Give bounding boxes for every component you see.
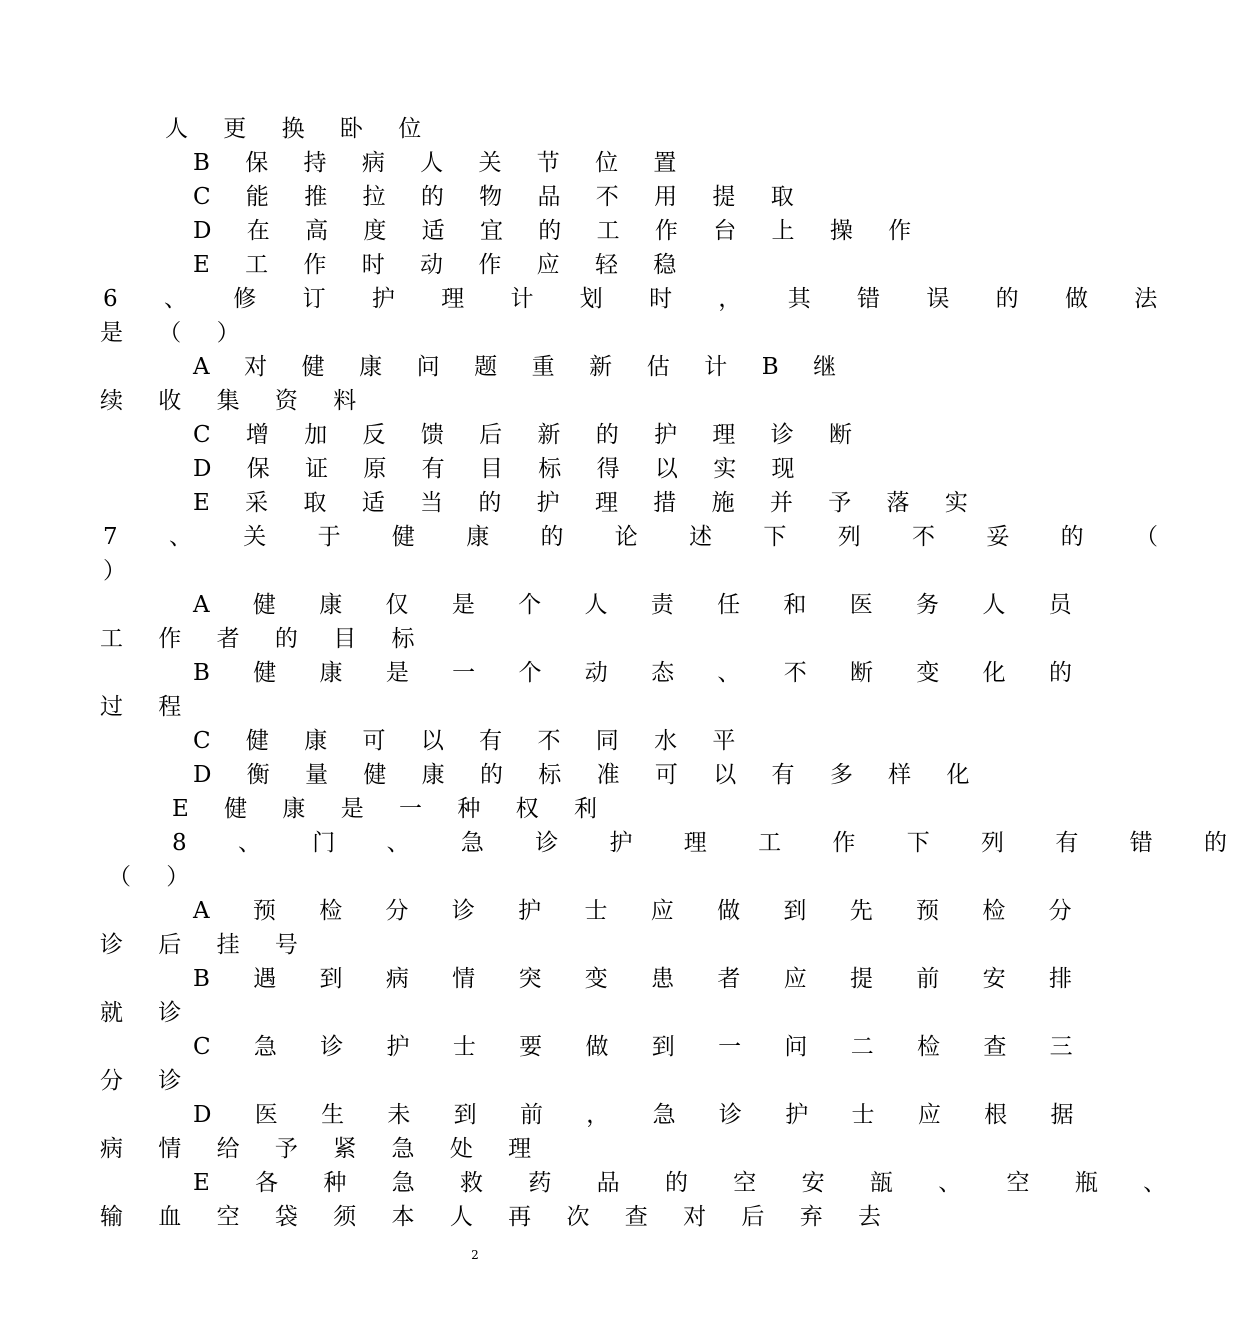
question-line: ） — [103, 558, 140, 584]
option-line: C 急 诊 护 士 要 做 到 一 问 二 检 查 三 — [193, 1034, 1091, 1060]
option-line: D 在 高 度 适 宜 的 工 作 台 上 操 作 — [193, 218, 926, 244]
text-line: 人 更 换 卧 位 — [165, 116, 436, 142]
option-line: 过 程 — [100, 694, 196, 720]
option-line: E 工 作 时 动 作 应 轻 稳 — [193, 252, 691, 278]
option-line: D 医 生 未 到 前 ， 急 诊 护 士 应 根 据 — [193, 1102, 1092, 1128]
question-line: 8 、 门 、 急 诊 护 理 工 作 下 列 有 错 的 — [172, 830, 1249, 856]
question-line: 7 、 关 于 健 康 的 论 述 下 列 不 妥 的 （ — [103, 524, 1180, 550]
option-line: 分 诊 — [100, 1068, 196, 1094]
option-line: 输 血 空 袋 须 本 人 再 次 查 对 后 弃 去 — [100, 1204, 896, 1230]
option-line: D 衡 量 健 康 的 标 准 可 以 有 多 样 化 — [193, 762, 984, 788]
option-line: B 遇 到 病 情 突 变 患 者 应 提 前 安 排 — [193, 966, 1090, 992]
option-line: C 健 康 可 以 有 不 同 水 平 — [193, 728, 750, 754]
option-line: C 增 加 反 馈 后 新 的 护 理 诊 断 — [193, 422, 867, 448]
option-line: D 保 证 原 有 目 标 得 以 实 现 — [193, 456, 809, 482]
question-line: （ ） — [108, 864, 204, 890]
option-line: E 健 康 是 一 种 权 利 — [172, 796, 611, 822]
option-line: E 采 取 适 当 的 护 理 措 施 并 予 落 实 — [193, 490, 982, 516]
option-line: B 健 康 是 一 个 动 态 、 不 断 变 化 的 — [193, 660, 1090, 686]
option-line: C 能 推 拉 的 物 品 不 用 提 取 — [193, 184, 808, 210]
option-line: 诊 后 挂 号 — [100, 932, 312, 958]
option-line: 续 收 集 资 料 — [100, 388, 371, 414]
page-number: 2 — [471, 1248, 479, 1262]
option-line: E 各 种 急 救 药 品 的 空 安 瓿 、 空 瓶 、 — [193, 1170, 1186, 1196]
question-line: 6 、 修 订 护 理 计 划 时 ， 其 错 误 的 做 法 — [103, 286, 1177, 312]
option-line: 工 作 者 的 目 标 — [100, 626, 429, 652]
option-line: 就 诊 — [100, 1000, 196, 1026]
option-line: A 健 康 仅 是 个 人 责 任 和 医 务 人 员 — [193, 592, 1090, 618]
question-line: 是 （ ） — [100, 320, 254, 346]
option-line: B 保 持 病 人 关 节 位 置 — [193, 150, 691, 176]
option-line: 病 情 给 予 紧 急 处 理 — [100, 1136, 546, 1162]
option-line: A 对 健 康 问 题 重 新 估 计 B 继 — [193, 354, 850, 380]
option-line: A 预 检 分 诊 护 士 应 做 到 先 预 检 分 — [193, 898, 1090, 924]
